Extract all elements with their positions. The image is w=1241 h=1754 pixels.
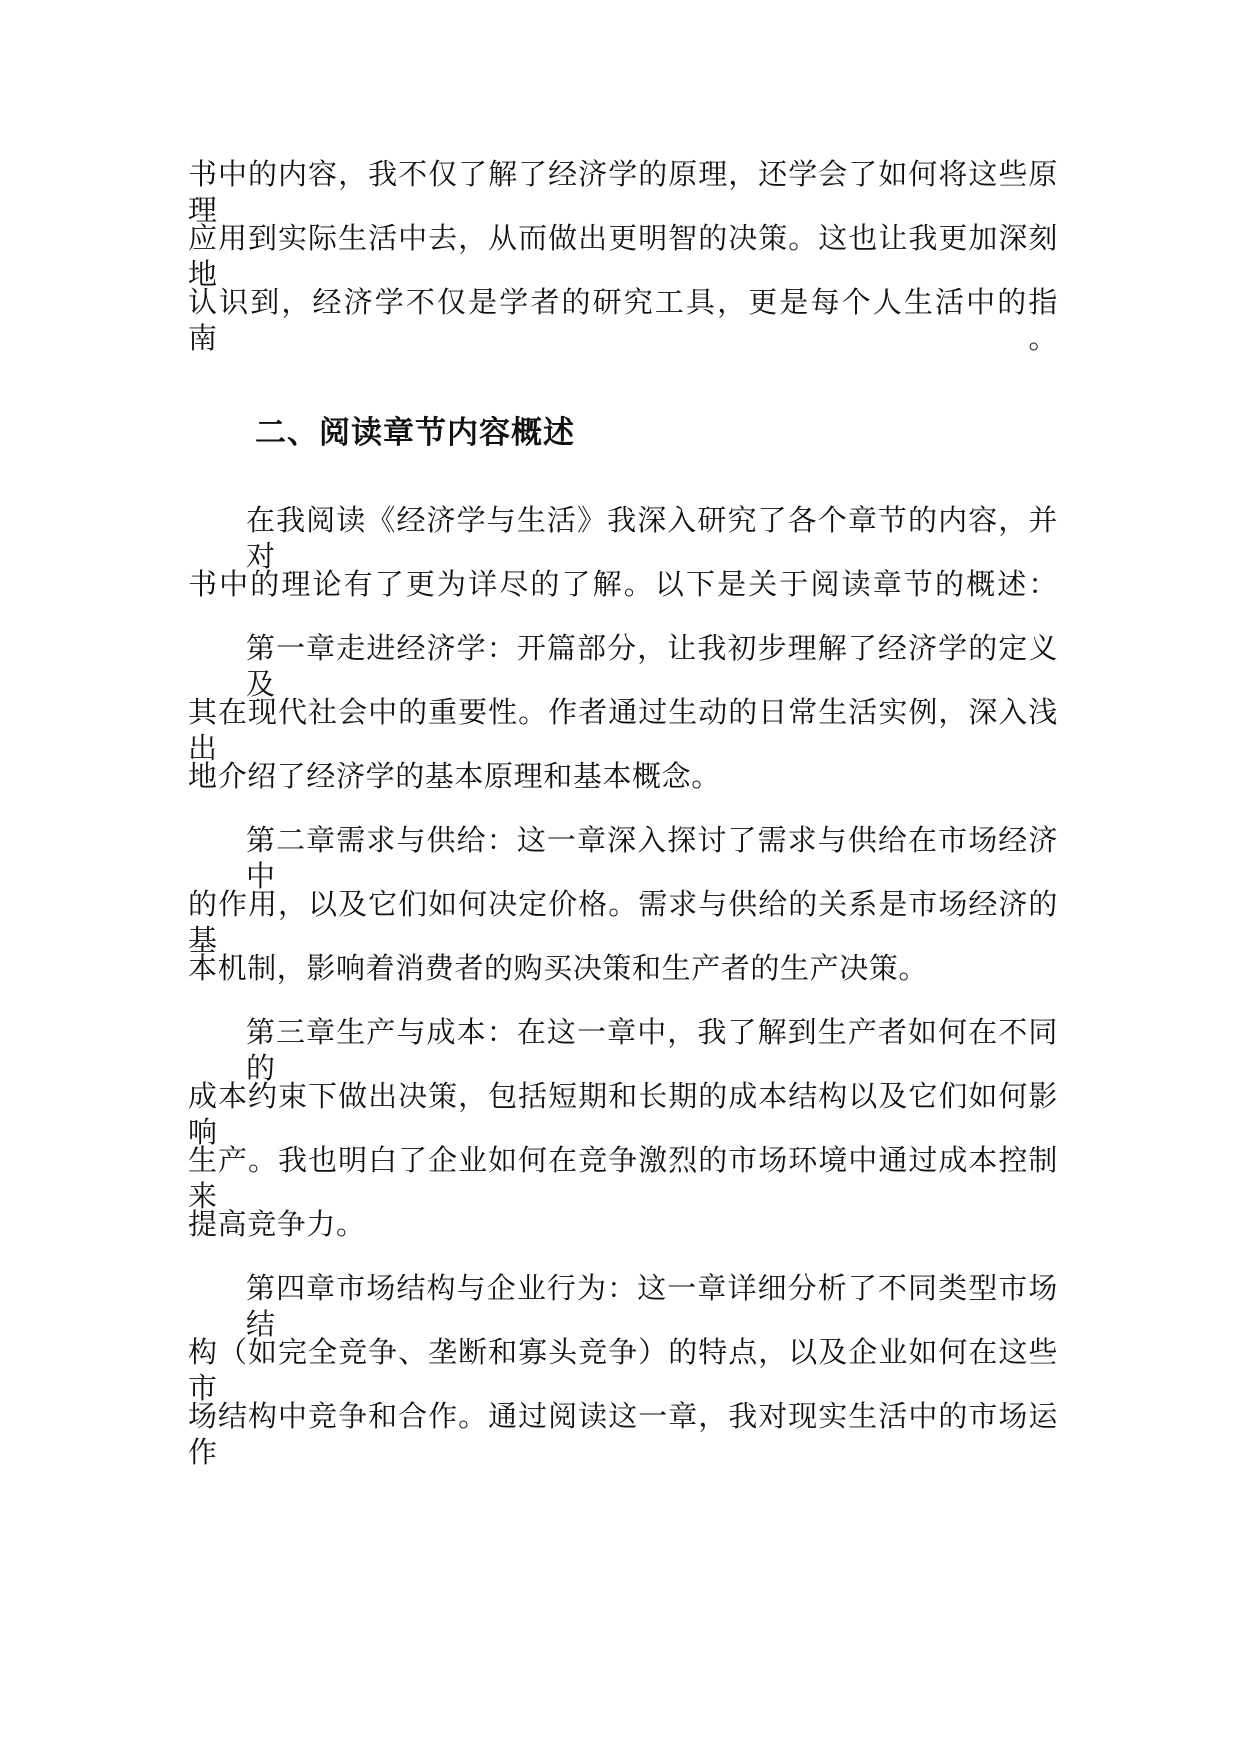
paragraph-line: 成本约束下做出决策，包括短期和长期的成本结构以及它们如何影响	[188, 1079, 1058, 1149]
paragraph-line: 在我阅读《经济学与生活》我深入研究了各个章节的内容，并对	[246, 503, 1058, 573]
paragraph-line: 第四章市场结构与企业行为：这一章详细分析了不同类型市场结	[246, 1271, 1058, 1341]
paragraph-line: 第三章生产与成本：在这一章中，我了解到生产者如何在不同的	[246, 1015, 1058, 1085]
paragraph-line: 场结构中竞争和合作。通过阅读这一章，我对现实生活中的市场运作	[188, 1399, 1058, 1469]
paragraph-line: 的作用，以及它们如何决定价格。需求与供给的关系是市场经济的基	[188, 887, 1058, 957]
paragraph-line: 书中的内容，我不仅了解了经济学的原理，还学会了如何将这些原理	[188, 157, 1058, 227]
paragraph-line: 认识到，经济学不仅是学者的研究工具，更是每个人生活中的指南。	[188, 285, 1058, 355]
paragraph-line: 其在现代社会中的重要性。作者通过生动的日常生活实例，深入浅出	[188, 695, 1058, 765]
paragraph-line: 提高竞争力。	[188, 1207, 366, 1241]
paragraph-line: 书中的理论有了更为详尽的了解。以下是关于阅读章节的概述：	[188, 567, 1058, 601]
paragraph-line: 第一章走进经济学：开篇部分，让我初步理解了经济学的定义及	[246, 631, 1058, 701]
paragraph-line: 构（如完全竞争、垄断和寡头竞争）的特点，以及企业如何在这些市	[188, 1335, 1058, 1405]
paragraph-line: 应用到实际生活中去，从而做出更明智的决策。这也让我更加深刻地	[188, 221, 1058, 291]
paragraph-line: 第二章需求与供给：这一章深入探讨了需求与供给在市场经济中	[246, 823, 1058, 893]
paragraph-line: 生产。我也明白了企业如何在竞争激烈的市场环境中通过成本控制来	[188, 1143, 1058, 1213]
paragraph-line: 地介绍了经济学的基本原理和基本概念。	[188, 759, 721, 793]
section-heading: 二、阅读章节内容概述	[255, 415, 575, 451]
paragraph-line: 本机制，影响着消费者的购买决策和生产者的生产决策。	[188, 951, 929, 985]
